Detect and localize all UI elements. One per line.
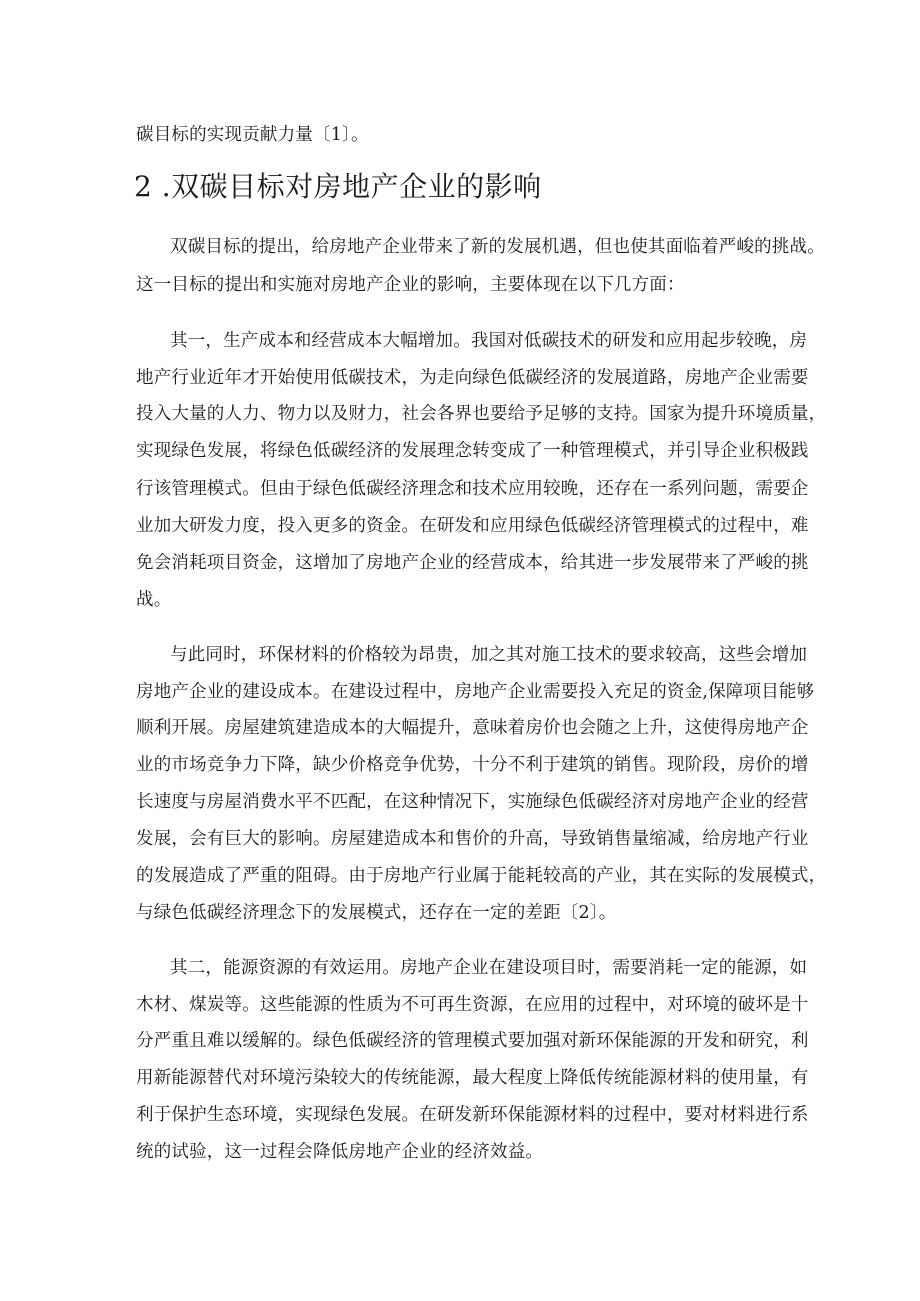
text-line: 分严重且难以缓解的。绿色低碳经济的管理模式要加强对新环保能源的开发和研究，利 (136, 1031, 809, 1051)
text-line: 免会消耗项目资金，这增加了房地产企业的经营成本，给其进一步发展带来了严峻的挑 (136, 553, 809, 573)
text-line: 行该管理模式。但由于绿色低碳经济理念和技术应用较晚，还存在一系列问题，需要企 (136, 479, 809, 499)
text-line: 发展，会有巨大的影响。房屋建造成本和售价的升高，导致销售量缩减，给房地产行业 (136, 829, 809, 849)
text-line: 投入大量的人力、物力以及财力，社会各界也要给予足够的支持。国家为提升环境质量， (136, 404, 827, 424)
text-line: 利于保护生态环境，实现绿色发展。在研发新环保能源材料的过程中，要对材料进行系 (136, 1105, 809, 1125)
text-line: 这一目标的提出和实施对房地产企业的影响，主要体现在以下几方面： (136, 275, 685, 295)
text-line: 业的市场竞争力下降，缺少价格竞争优势，十分不利于建筑的销售。现阶段，房价的增 (136, 755, 809, 775)
text-line: 其二，能源资源的有效运用。房地产企业在建设项目时，需要消耗一定的能源，如 (170, 958, 808, 978)
text-line: 的发展造成了严重的阻碍。由于房地产行业属于能耗较高的产业，其在实际的发展模式， (136, 866, 827, 886)
text-line: 统的试验，这一过程会降低房地产企业的经济效益。 (136, 1142, 544, 1162)
text-line: 业加大研发力度，投入更多的资金。在研发和应用绿色低碳经济管理模式的过程中，难 (136, 516, 809, 536)
text-line: 与绿色低碳经济理念下的发展模式，还存在一定的差距〔2〕。 (136, 903, 617, 923)
text-line: 碳目标的实现贡献力量〔1〕。 (136, 125, 369, 145)
text-line: 顺利开展。房屋建筑建造成本的大幅提升，意味着房价也会随之上升，这使得房地产企 (136, 718, 809, 738)
text-line: 长速度与房屋消费水平不匹配，在这种情况下，实施绿色低碳经济对房地产企业的经营 (136, 792, 809, 812)
text-line: 战。 (136, 590, 172, 610)
text-line: 其一，生产成本和经营成本大幅增加。我国对低碳技术的研发和应用起步较晚，房 (170, 331, 808, 351)
text-line: 用新能源替代对环境污染较大的传统能源，最大程度上降低传统能源材料的使用量，有 (136, 1068, 809, 1088)
text-line: 地产行业近年才开始使用低碳技术，为走向绿色低碳经济的发展道路，房地产企业需要 (136, 368, 809, 388)
text-line: 与此同时，环保材料的价格较为昂贵，加之其对施工技术的要求较高，这些会增加 (170, 645, 808, 665)
section-heading: 2 .双碳目标对房地产企业的影响 (134, 170, 542, 203)
text-line: 实现绿色发展，将绿色低碳经济的发展理念转变成了一种管理模式，并引导企业积极践 (136, 441, 809, 461)
text-line: 双碳目标的提出，给房地产企业带来了新的发展机遇，但也使其面临着严峻的挑战。 (170, 237, 825, 257)
text-line: 房地产企业的建设成本。在建设过程中，房地产企业需要投入充足的资金,保障项目能够 (136, 682, 815, 702)
text-line: 木材、煤炭等。这些能源的性质为不可再生资源，在应用的过程中，对环境的破坏是十 (136, 995, 809, 1015)
